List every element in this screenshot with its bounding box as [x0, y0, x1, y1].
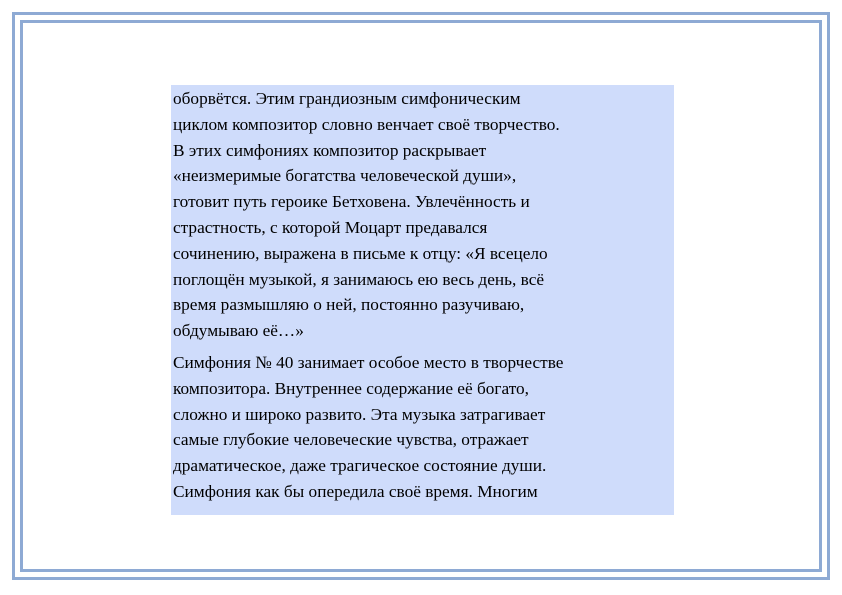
text-line: поглощён музыкой, я занимаюсь ею весь день, всё	[173, 269, 545, 289]
paragraph-2	[173, 350, 672, 505]
text-line: сочинению, выражена в письме к отцу: «Я всецело	[173, 243, 548, 263]
text-line: готовит путь героике Бетховена. Увлечённость и	[173, 192, 530, 212]
text-line: самые глубокие человеческие чувства, отражает	[173, 430, 529, 450]
paragraph-1	[173, 86, 672, 344]
text-line: «неизмеримые богатства человеческой души»,	[173, 166, 517, 186]
text-line: драматическое, даже трагическое состояние души.	[173, 456, 547, 476]
text-line: страстность, с которой Моцарт предавался	[173, 217, 488, 237]
text-line: Симфония как бы опередила своё время. Многим	[173, 481, 538, 501]
text-line: В этих симфониях композитор раскрывает	[173, 140, 487, 160]
text-line: композитора. Внутреннее содержание её богато,	[173, 378, 529, 398]
text-line: сложно и широко развито. Эта музыка затрагивает	[173, 404, 546, 424]
text-block	[171, 85, 674, 515]
text-line: оборвётся. Этим грандиозным симфоническим	[173, 89, 521, 108]
text-line: время размышляю о ней, постоянно разучиваю,	[173, 295, 525, 315]
text-line: Симфония № 40 занимает особое место в творчестве	[173, 352, 564, 372]
text-line: циклом композитор словно венчает своё творчество.	[173, 114, 560, 134]
text-line: обдумываю её…»	[173, 321, 304, 341]
